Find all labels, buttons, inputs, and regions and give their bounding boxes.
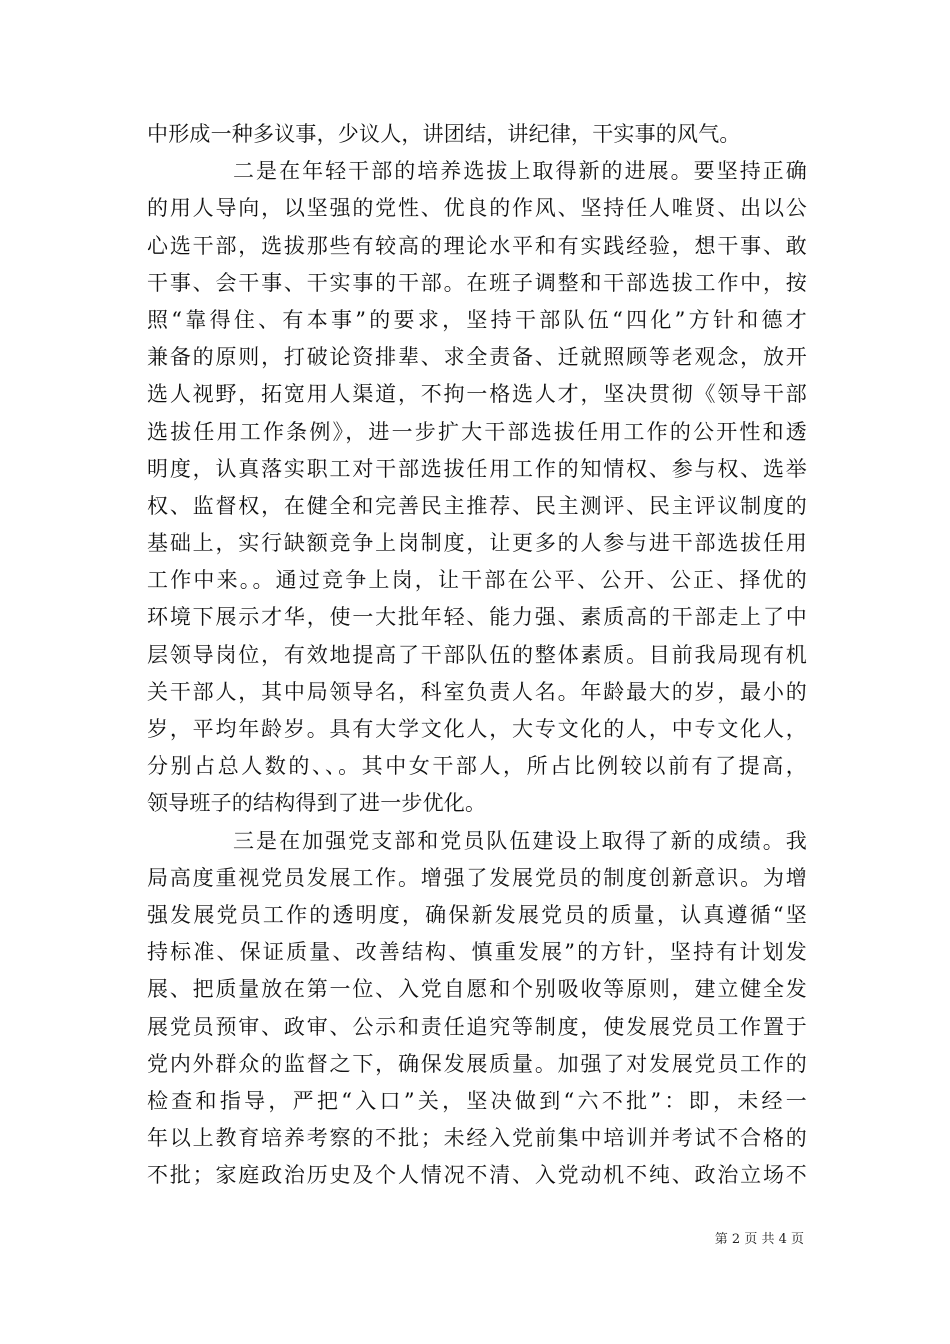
text-line: 岁，平均年龄岁。具有大学文化人，大专文化的人，中专文化人， (147, 717, 807, 741)
page-number: 第 2 页 共 4 页 (714, 1232, 804, 1247)
text-line: 兼备的原则，打破论资排辈、求全责备、迁就照顾等老观念，放开 (147, 345, 807, 370)
text-line: 不批；家庭政治历史及个人情况不清、入党动机不纯、政治立场不 (147, 1163, 807, 1188)
text-line: 展党员预审、政审、公示和责任追究等制度，使发展党员工作置于 (147, 1014, 807, 1039)
text-line: 展、把质量放在第一位、入党自愿和个别吸收等原则，建立健全发 (147, 977, 807, 1002)
text-line: 检查和指导，严把“入口”关，坚决做到“六不批”：即，未经一 (147, 1088, 807, 1113)
text-line: 干事、会干事、干实事的干部。在班子调整和干部选拔工作中，按 (147, 270, 807, 295)
text-line: 层领导岗位，有效地提高了干部队伍的整体素质。目前我局现有机 (147, 642, 807, 667)
text-line: 权、监督权，在健全和完善民主推荐、民主测评、民主评议制度的 (147, 493, 807, 518)
text-line: 关干部人，其中局领导名，科室负责人名。年龄最大的岁，最小的 (147, 679, 807, 704)
text-line: 党内外群众的监督之下，确保发展质量。加强了对发展党员工作的 (147, 1051, 807, 1076)
text-line: 基础上，实行缺额竞争上岗制度，让更多的人参与进干部选拔任用 (147, 531, 807, 556)
text-line: 强发展党员工作的透明度，确保新发展党员的质量，认真遵循“坚 (147, 902, 807, 927)
text-line: 明度，认真落实职工对干部选拔任用工作的知情权、参与权、选举 (147, 456, 807, 481)
text-line: 分别占总人数的、、。其中女干部人，所占比例较以前有了提高， (147, 754, 807, 779)
text-line: 的用人导向，以坚强的党性、优良的作风、坚持任人唯贤、出以公 (147, 196, 807, 221)
body-text (147, 116, 807, 1194)
text-line: 中形成一种多议事，少议人，讲团结，讲纪律，干实事的风气。 (147, 122, 741, 146)
text-line: 工作中来。。通过竞争上岗，让干部在公平、公开、公正、择优的 (147, 568, 807, 593)
text-line: 环境下展示才华，使一大批年轻、能力强、素质高的干部走上了中 (147, 605, 807, 630)
text-line: 选人视野，拓宽用人渠道，不拘一格选人才，坚决贯彻《领导干部 (147, 382, 807, 407)
text-line: 领导班子的结构得到了进一步优化。 (147, 791, 487, 816)
text-line: 年以上教育培养考察的不批；未经入党前集中培训并考试不合格的 (147, 1126, 807, 1151)
text-line: 心选干部，选拔那些有较高的理论水平和有实践经验，想干事、敢 (147, 233, 807, 258)
text-line: 照“靠得住、有本事”的要求，坚持干部队伍“四化”方针和德才 (147, 307, 807, 332)
text-line: 局高度重视党员发展工作。增强了发展党员的制度创新意识。为增 (147, 865, 807, 890)
paragraph-start-line: 二是在年轻干部的培养选拔上取得新的进展。要坚持正确 (233, 159, 807, 184)
text-line: 选拔任用工作条例》，进一步扩大干部选拔任用工作的公开性和透 (147, 419, 807, 444)
text-line: 持标准、保证质量、改善结构、慎重发展”的方针，坚持有计划发 (147, 940, 807, 965)
paragraph-start-line: 三是在加强党支部和党员队伍建设上取得了新的成绩。我 (233, 828, 807, 853)
